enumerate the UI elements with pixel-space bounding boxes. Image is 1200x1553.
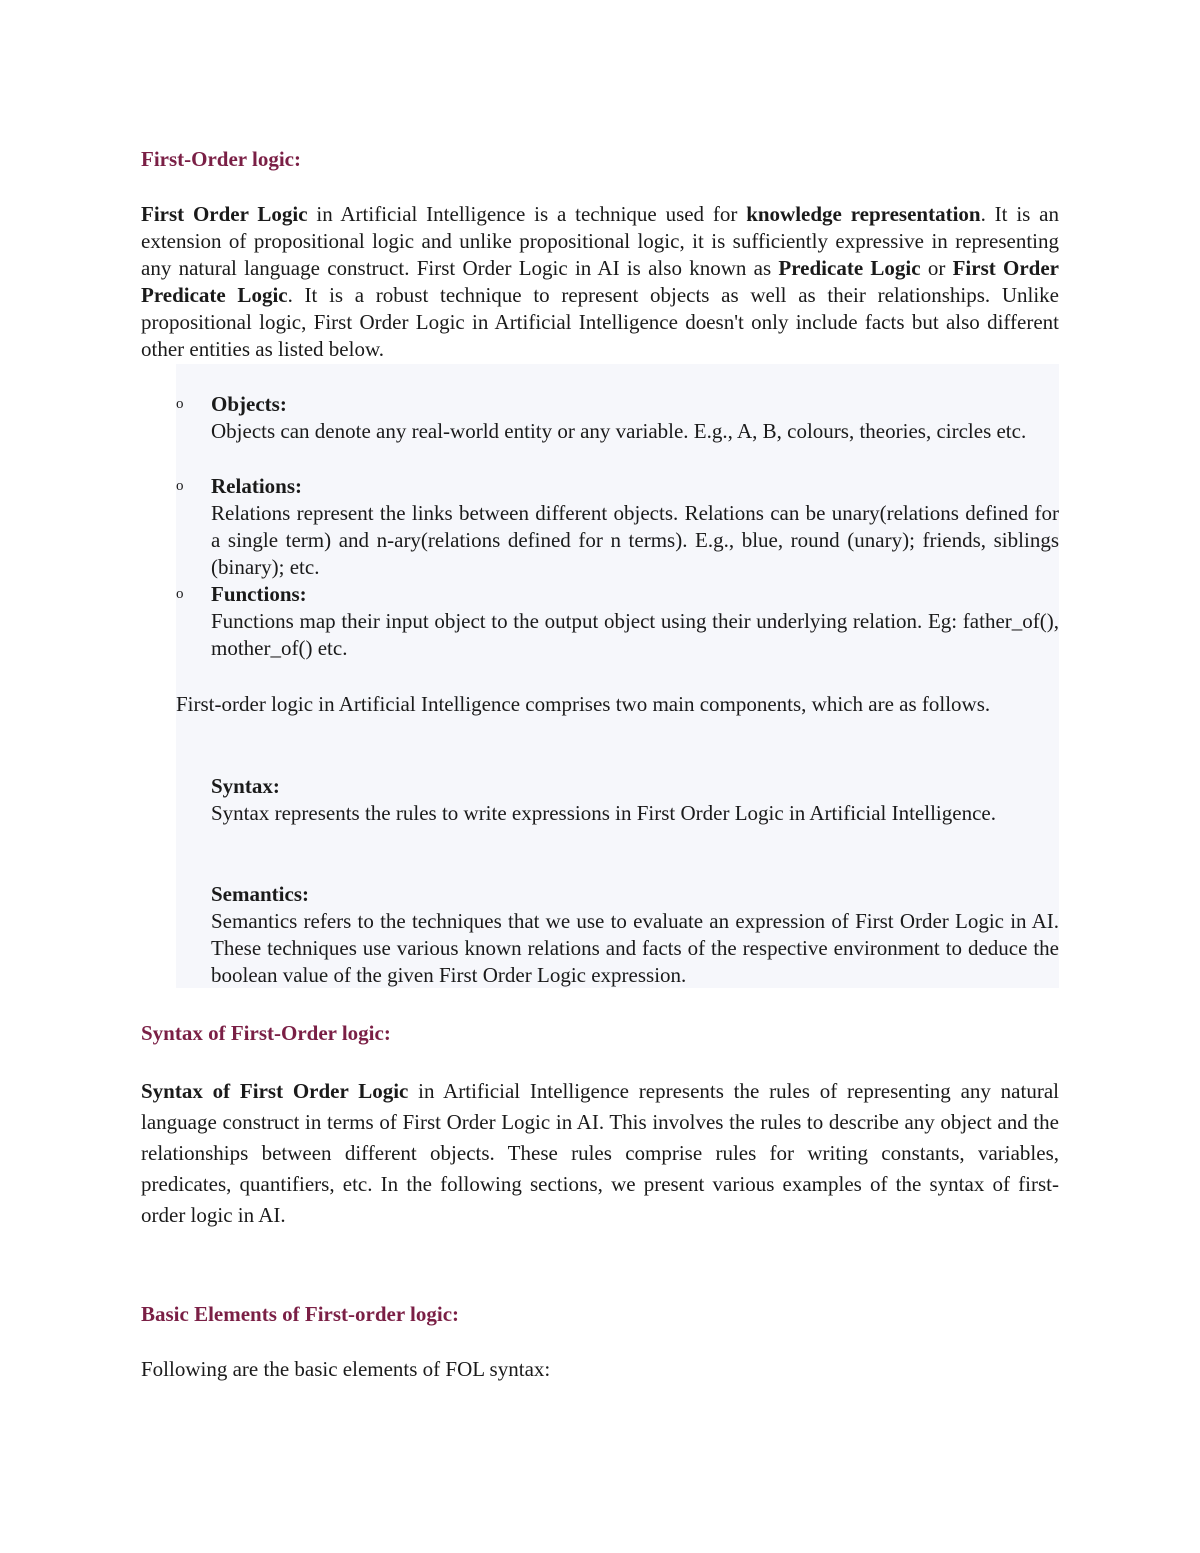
component-text-semantics: Semantics refers to the techniques that we use to evaluate an expression of First Order Logic in AI. These techniques use various known relations and facts of the respective environment to deduce the boolean value of the given First Order Logic expression. [211, 909, 1059, 987]
intro-paragraph [141, 201, 1059, 363]
bullet-icon: o [176, 478, 184, 494]
intro-text-1: in Artificial Intelligence is a technique used for [307, 202, 747, 226]
item-title: Relations: [211, 474, 302, 498]
term-knowledge-representation: knowledge representation [746, 202, 981, 226]
intro-text-3: or [920, 256, 953, 280]
heading-basic-elements: Basic Elements of First-order logic: [141, 1302, 460, 1326]
item-title: Functions: [211, 582, 307, 606]
intro-text-2: . It is an extension of propositional logic and unlike propositional logic, it is sufficiently expressive in representing any natural language construct. First Order Logic in AI is also known as [141, 202, 1059, 280]
term-syntax-of-fol: Syntax of First Order Logic [141, 1079, 409, 1103]
heading-syntax-of-fol: Syntax of First-Order logic: [141, 1021, 391, 1045]
components-intro: First-order logic in Artificial Intelligence comprises two main components, which are as follows. [176, 692, 991, 716]
syntax-text: in Artificial Intelligence represents the rules of representing any natural language construct in terms of First Order Logic in AI. This involves the rules to describe any object and the relationships between different objects. These rules comprise rules for writing constants, variables, predicates, quantifiers, etc. In the following sections, we present various examples of the syntax of first-order logic in AI. [141, 1079, 1059, 1227]
item-text: Functions map their input object to the output object using their underlying relation. Eg: father_of(), mother_of() etc. [211, 609, 1059, 660]
syntax-paragraph [141, 1076, 1059, 1231]
bullet-icon: o [176, 586, 184, 602]
term-first-order-predicate-logic: First Order Predicate Logic [141, 256, 1059, 307]
bullet-icon: o [176, 396, 184, 412]
basic-elements-text: Following are the basic elements of FOL syntax: [141, 1357, 551, 1381]
component-title-semantics: Semantics: [211, 882, 309, 906]
item-text: Relations represent the links between different objects. Relations can be unary(relations defined for a single term) and n-ary(relations defined for n terms). E.g., blue, round (unary); friends, siblings (binary); etc. [211, 501, 1059, 579]
term-first-order-logic: First Order Logic [141, 202, 308, 226]
item-text: Objects can denote any real-world entity or any variable. E.g., A, B, colours, theories, circles etc. [211, 419, 1027, 443]
heading-first-order-logic: First-Order logic: [141, 147, 301, 171]
component-title-syntax: Syntax: [211, 774, 280, 798]
item-title: Objects: [211, 392, 287, 416]
term-predicate-logic: Predicate Logic [778, 256, 921, 280]
intro-text-4: . It is a robust technique to represent objects as well as their relationships. Unlike propositional logic, First Order Logic in Artificial Intelligence doesn't only include facts but also different other entities as listed below. [141, 283, 1059, 361]
component-text-syntax: Syntax represents the rules to write expressions in First Order Logic in Artificial Intelligence. [211, 801, 996, 825]
